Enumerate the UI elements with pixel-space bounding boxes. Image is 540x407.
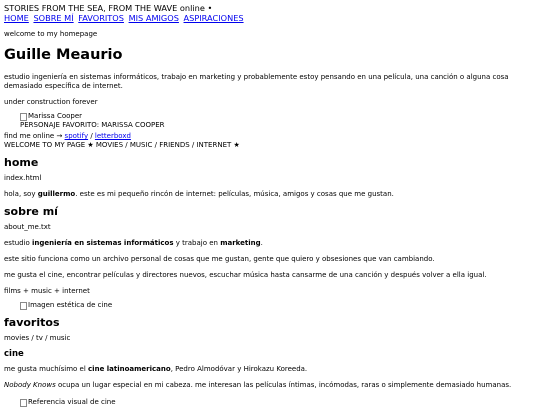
cinema-reference-alt: Referencia visual de cine (28, 398, 116, 406)
marissa-image (20, 112, 536, 121)
about-l1-bold-2: marketing (220, 239, 261, 247)
cinema-image-wrap (20, 301, 536, 310)
page-title: Guille Meaurio (4, 47, 123, 63)
cinema-image (20, 301, 536, 310)
favoritos-sub: movies / tv / music (4, 334, 71, 342)
letterboxd-link[interactable]: letterboxd (94, 132, 131, 140)
favoritos-heading: favoritos (4, 316, 60, 329)
bio-text: estudio ingeniería en sistemas informáticos, trabajo en marketing y probablemente estoy pensando en una película, una canción o alguna cosa demasiado específica de internet. (4, 73, 509, 90)
cine-l1-pre: me gusta muchísimo el (4, 365, 89, 373)
broken-image-icon (20, 113, 27, 121)
nav-aspiraciones[interactable]: ASPIRACIONES (183, 13, 244, 23)
nav-home[interactable]: HOME (4, 13, 29, 23)
about-l1-mid: y trabajo en (173, 239, 221, 247)
home-file: index.html (4, 174, 42, 182)
about-line-3: me gusta el cine, encontrar películas y directores nuevos, escuchar música hasta cansarme de una canción y después volver a ella igual. (4, 271, 487, 279)
home-text-post: . este es mi pequeño rincón de internet: películas, música, amigos y cosas que me gustan. (75, 190, 394, 198)
cinema-reference-wrap (20, 398, 536, 407)
cine-l2-italic: Nobody Knows (4, 381, 56, 389)
about-l1-pre: estudio (4, 239, 33, 247)
nav-sobre-mi[interactable]: SOBRE MÍ (33, 13, 74, 23)
site-tagline: STORIES FROM THE SEA, FROM THE WAVE online • (4, 3, 213, 13)
top-nav (4, 13, 536, 23)
construction-text: under construction forever (4, 98, 98, 106)
nav-favoritos[interactable]: FAVORITOS (78, 13, 124, 23)
cine-l2-post: ocupa un lugar especial en mi cabeza. me interesan las películas íntimas, incómodas, raras o simplemente demasiado humanas. (55, 381, 512, 389)
favorite-character (20, 112, 536, 130)
cine-l1-post: , Pedro Almodóvar y Hirokazu Koreeda. (170, 365, 308, 373)
about-l1-post: . (260, 239, 263, 247)
cine-line-2 (4, 381, 536, 390)
home-text-bold: guillermo (37, 190, 76, 198)
home-text (4, 190, 536, 199)
about-l1-bold-1: ingeniería en sistemas informáticos (32, 239, 174, 247)
spotify-link[interactable]: spotify (64, 132, 89, 140)
find-me-online (4, 132, 536, 141)
cine-heading: cine (4, 349, 24, 359)
home-heading: home (4, 156, 39, 169)
about-file: about_me.txt (4, 223, 51, 231)
about-line-1 (4, 239, 536, 248)
broken-image-icon (20, 302, 27, 310)
nav-mis-amigos[interactable]: MIS AMIGOS (128, 13, 179, 23)
home-text-pre: hola, soy (4, 190, 38, 198)
marquee-text: WELCOME TO MY PAGE ★ MOVIES / MUSIC / FRIENDS / INTERNET ★ (4, 141, 240, 149)
cinema-reference-image (20, 398, 536, 407)
about-line-2: este sitio funciona como un archivo personal de cosas que me gustan, gente que quiero y obsesiones que van cambiando. (4, 255, 435, 263)
cine-l1-bold: cine latinoamericano (88, 365, 171, 373)
broken-image-icon (20, 399, 27, 407)
cine-line-1 (4, 365, 536, 374)
online-sep: / (88, 132, 95, 140)
cinema-image-alt: Imagen estética de cine (28, 301, 113, 309)
about-line-4: films + music + internet (4, 287, 90, 295)
about-heading: sobre mí (4, 205, 58, 218)
online-prefix: find me online → (4, 132, 65, 140)
welcome-text: welcome to my homepage (4, 30, 98, 38)
marissa-image-alt: Marissa Cooper (28, 112, 83, 120)
favorite-caption: PERSONAJE FAVORITO: MARISSA COOPER (20, 121, 165, 129)
